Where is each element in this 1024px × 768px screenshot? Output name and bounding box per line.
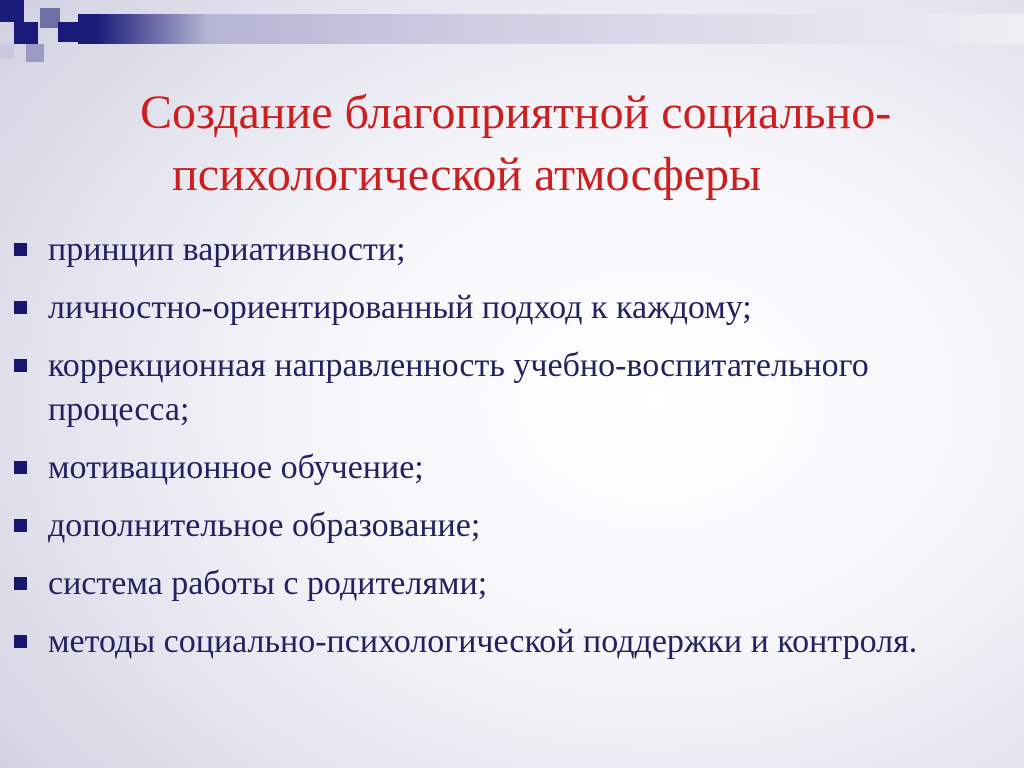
bullet-text: коррекционная направленность учебно-воспитательного процесса; [48,347,869,428]
bullet-text: система работы с родителями; [48,565,488,602]
square-bullet-icon [14,635,27,648]
bullet-text: личностно-ориентированный подход к каждому; [48,289,752,326]
square-bullet-icon [14,301,27,314]
square-bullet-icon [14,519,27,532]
list-item [0,620,1024,664]
slide-title [140,82,1000,206]
bullet-text: принцип вариативности; [48,231,406,268]
square-bullet-icon [14,577,27,590]
list-item [0,286,1024,330]
square-bullet-icon [14,243,27,256]
bullet-text: дополнительное образование; [48,507,481,544]
bullet-text: методы социально-психологической поддержки и контроля. [48,623,918,660]
square-bullet-icon [14,359,27,372]
slide-title-line2: психологической атмосферы [172,148,762,201]
list-item [0,504,1024,548]
list-item [0,446,1024,490]
bullet-text: мотивационное обучение; [48,449,424,486]
corner-square-icon [58,22,78,42]
corner-square-icon [0,0,24,22]
list-item [0,228,1024,272]
square-bullet-icon [14,461,27,474]
corner-squares-decoration [0,0,90,64]
slide-title-line1: Создание благоприятной социально- [140,86,892,139]
bullet-list [0,228,1024,678]
corner-square-icon [26,44,44,62]
corner-square-icon [40,8,60,28]
top-decorative-band [78,14,1024,44]
list-item [0,562,1024,606]
corner-square-icon [14,22,38,44]
list-item [0,344,1024,432]
corner-square-icon [0,44,14,58]
